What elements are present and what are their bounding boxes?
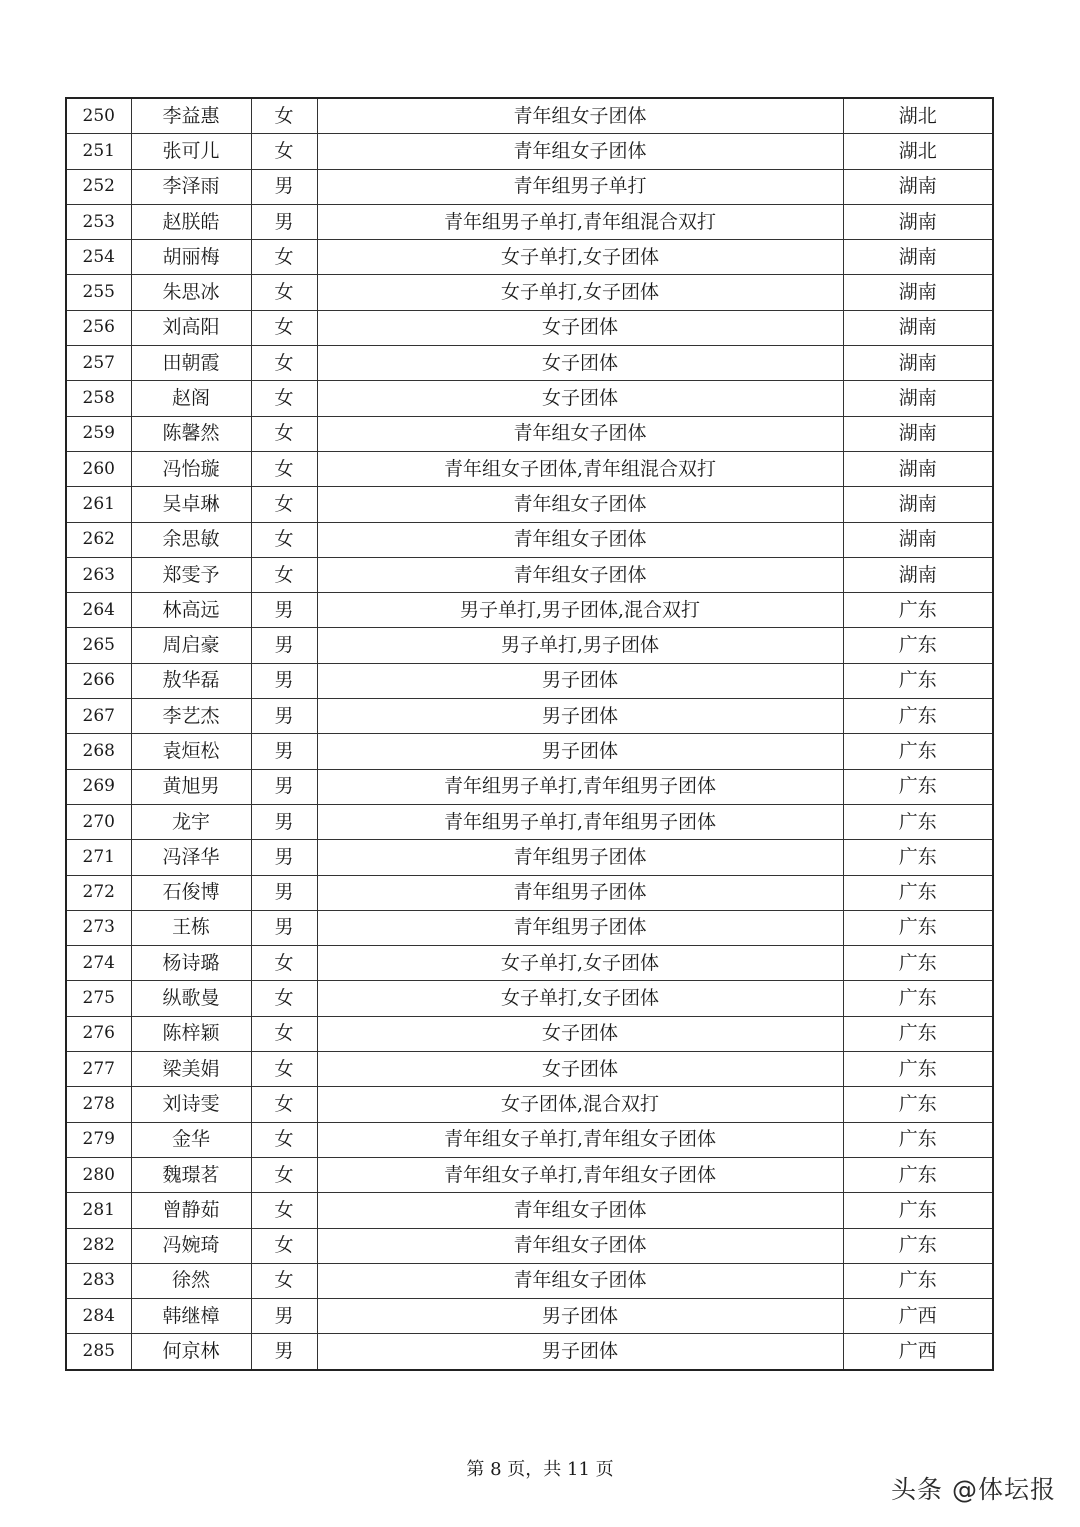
province-cell: 广东 xyxy=(843,910,993,945)
athlete-name-cell: 魏璟茗 xyxy=(131,1157,251,1192)
row-number-cell: 253 xyxy=(66,204,131,239)
row-number-cell: 283 xyxy=(66,1263,131,1298)
gender-cell: 男 xyxy=(251,663,317,698)
athlete-name-cell: 黄旭男 xyxy=(131,769,251,804)
province-cell: 广东 xyxy=(843,1016,993,1051)
province-cell: 广东 xyxy=(843,734,993,769)
athlete-name-cell: 赵朕皓 xyxy=(131,204,251,239)
athlete-name-cell: 冯泽华 xyxy=(131,840,251,875)
gender-cell: 女 xyxy=(251,98,317,134)
athlete-name-cell: 纵歌曼 xyxy=(131,981,251,1016)
province-cell: 湖南 xyxy=(843,204,993,239)
athlete-name-cell: 赵阁 xyxy=(131,381,251,416)
athlete-name-cell: 朱思冰 xyxy=(131,275,251,310)
table-row xyxy=(66,169,993,204)
events-cell: 男子单打,男子团体 xyxy=(317,628,843,663)
gender-cell: 女 xyxy=(251,310,317,345)
table-row xyxy=(66,381,993,416)
province-cell: 广东 xyxy=(843,946,993,981)
row-number-cell: 261 xyxy=(66,487,131,522)
row-number-cell: 251 xyxy=(66,134,131,169)
province-cell: 广西 xyxy=(843,1299,993,1334)
athlete-name-cell: 李益惠 xyxy=(131,98,251,134)
table-row xyxy=(66,946,993,981)
province-cell: 广东 xyxy=(843,1228,993,1263)
events-cell: 青年组男子单打,青年组混合双打 xyxy=(317,204,843,239)
row-number-cell: 281 xyxy=(66,1193,131,1228)
table-row xyxy=(66,734,993,769)
athlete-name-cell: 梁美娟 xyxy=(131,1052,251,1087)
gender-cell: 男 xyxy=(251,169,317,204)
gender-cell: 男 xyxy=(251,1334,317,1370)
events-cell: 女子团体 xyxy=(317,346,843,381)
province-cell: 广东 xyxy=(843,1052,993,1087)
events-cell: 男子团体 xyxy=(317,1299,843,1334)
events-cell: 青年组女子单打,青年组女子团体 xyxy=(317,1157,843,1192)
table-row xyxy=(66,804,993,839)
row-number-cell: 260 xyxy=(66,451,131,486)
gender-cell: 女 xyxy=(251,346,317,381)
events-cell: 青年组女子团体 xyxy=(317,1263,843,1298)
row-number-cell: 259 xyxy=(66,416,131,451)
table-row xyxy=(66,910,993,945)
events-cell: 女子团体 xyxy=(317,310,843,345)
province-cell: 广东 xyxy=(843,1193,993,1228)
province-cell: 湖南 xyxy=(843,522,993,557)
gender-cell: 女 xyxy=(251,1122,317,1157)
province-cell: 湖南 xyxy=(843,346,993,381)
athlete-name-cell: 袁烜松 xyxy=(131,734,251,769)
table-row xyxy=(66,346,993,381)
athlete-name-cell: 吴卓琳 xyxy=(131,487,251,522)
table-row xyxy=(66,204,993,239)
events-cell: 青年组女子团体 xyxy=(317,416,843,451)
events-cell: 青年组女子团体 xyxy=(317,1193,843,1228)
table-row xyxy=(66,134,993,169)
row-number-cell: 267 xyxy=(66,699,131,734)
roster-table-body xyxy=(66,98,993,1370)
row-number-cell: 274 xyxy=(66,946,131,981)
events-cell: 青年组男子团体 xyxy=(317,875,843,910)
row-number-cell: 264 xyxy=(66,593,131,628)
gender-cell: 女 xyxy=(251,1016,317,1051)
gender-cell: 女 xyxy=(251,451,317,486)
gender-cell: 女 xyxy=(251,381,317,416)
events-cell: 青年组男子单打,青年组男子团体 xyxy=(317,769,843,804)
row-number-cell: 284 xyxy=(66,1299,131,1334)
events-cell: 青年组女子团体,青年组混合双打 xyxy=(317,451,843,486)
events-cell: 青年组男子团体 xyxy=(317,910,843,945)
table-row xyxy=(66,699,993,734)
gender-cell: 女 xyxy=(251,487,317,522)
gender-cell: 女 xyxy=(251,275,317,310)
athlete-name-cell: 石俊博 xyxy=(131,875,251,910)
province-cell: 广东 xyxy=(843,769,993,804)
row-number-cell: 254 xyxy=(66,240,131,275)
source-watermark: 头条 @体坛报 xyxy=(891,1475,1056,1504)
table-row xyxy=(66,875,993,910)
province-cell: 广东 xyxy=(843,1087,993,1122)
row-number-cell: 280 xyxy=(66,1157,131,1192)
province-cell: 湖北 xyxy=(843,134,993,169)
gender-cell: 女 xyxy=(251,1228,317,1263)
gender-cell: 男 xyxy=(251,593,317,628)
row-number-cell: 272 xyxy=(66,875,131,910)
row-number-cell: 265 xyxy=(66,628,131,663)
athlete-name-cell: 胡丽梅 xyxy=(131,240,251,275)
province-cell: 广东 xyxy=(843,663,993,698)
events-cell: 女子团体,混合双打 xyxy=(317,1087,843,1122)
gender-cell: 女 xyxy=(251,1193,317,1228)
table-row xyxy=(66,1157,993,1192)
athlete-name-cell: 张可儿 xyxy=(131,134,251,169)
province-cell: 湖南 xyxy=(843,381,993,416)
athlete-name-cell: 李艺杰 xyxy=(131,699,251,734)
athlete-name-cell: 刘高阳 xyxy=(131,310,251,345)
table-row xyxy=(66,1334,993,1370)
events-cell: 青年组女子团体 xyxy=(317,557,843,592)
province-cell: 广东 xyxy=(843,804,993,839)
province-cell: 湖南 xyxy=(843,169,993,204)
row-number-cell: 258 xyxy=(66,381,131,416)
gender-cell: 男 xyxy=(251,910,317,945)
row-number-cell: 256 xyxy=(66,310,131,345)
gender-cell: 男 xyxy=(251,804,317,839)
table-row xyxy=(66,1193,993,1228)
events-cell: 男子单打,男子团体,混合双打 xyxy=(317,593,843,628)
gender-cell: 男 xyxy=(251,1299,317,1334)
events-cell: 青年组女子团体 xyxy=(317,1228,843,1263)
athlete-name-cell: 陈梓颖 xyxy=(131,1016,251,1051)
athlete-name-cell: 田朝霞 xyxy=(131,346,251,381)
events-cell: 女子团体 xyxy=(317,1052,843,1087)
province-cell: 广东 xyxy=(843,628,993,663)
roster-table xyxy=(65,97,994,1371)
province-cell: 湖南 xyxy=(843,416,993,451)
table-row xyxy=(66,1299,993,1334)
athlete-name-cell: 余思敏 xyxy=(131,522,251,557)
table-row xyxy=(66,628,993,663)
province-cell: 广西 xyxy=(843,1334,993,1370)
row-number-cell: 277 xyxy=(66,1052,131,1087)
table-row xyxy=(66,1228,993,1263)
row-number-cell: 263 xyxy=(66,557,131,592)
athlete-name-cell: 龙宇 xyxy=(131,804,251,839)
province-cell: 湖南 xyxy=(843,310,993,345)
gender-cell: 女 xyxy=(251,1263,317,1298)
athlete-name-cell: 刘诗雯 xyxy=(131,1087,251,1122)
province-cell: 湖南 xyxy=(843,451,993,486)
row-number-cell: 257 xyxy=(66,346,131,381)
athlete-name-cell: 何京林 xyxy=(131,1334,251,1370)
gender-cell: 男 xyxy=(251,769,317,804)
table-row xyxy=(66,1263,993,1298)
gender-cell: 男 xyxy=(251,840,317,875)
events-cell: 青年组男子单打 xyxy=(317,169,843,204)
province-cell: 广东 xyxy=(843,875,993,910)
gender-cell: 女 xyxy=(251,557,317,592)
athlete-name-cell: 林高远 xyxy=(131,593,251,628)
table-row xyxy=(66,663,993,698)
gender-cell: 女 xyxy=(251,1052,317,1087)
events-cell: 女子团体 xyxy=(317,1016,843,1051)
gender-cell: 女 xyxy=(251,522,317,557)
row-number-cell: 273 xyxy=(66,910,131,945)
row-number-cell: 271 xyxy=(66,840,131,875)
athlete-name-cell: 冯怡璇 xyxy=(131,451,251,486)
province-cell: 湖南 xyxy=(843,487,993,522)
gender-cell: 女 xyxy=(251,981,317,1016)
events-cell: 男子团体 xyxy=(317,663,843,698)
events-cell: 青年组女子团体 xyxy=(317,522,843,557)
table-row xyxy=(66,1052,993,1087)
province-cell: 广东 xyxy=(843,593,993,628)
gender-cell: 男 xyxy=(251,628,317,663)
row-number-cell: 270 xyxy=(66,804,131,839)
table-row xyxy=(66,522,993,557)
athlete-name-cell: 冯婉琦 xyxy=(131,1228,251,1263)
athlete-name-cell: 徐然 xyxy=(131,1263,251,1298)
events-cell: 男子团体 xyxy=(317,1334,843,1370)
events-cell: 男子团体 xyxy=(317,699,843,734)
gender-cell: 女 xyxy=(251,416,317,451)
gender-cell: 男 xyxy=(251,204,317,239)
gender-cell: 女 xyxy=(251,240,317,275)
row-number-cell: 255 xyxy=(66,275,131,310)
gender-cell: 男 xyxy=(251,734,317,769)
table-row xyxy=(66,593,993,628)
row-number-cell: 276 xyxy=(66,1016,131,1051)
province-cell: 广东 xyxy=(843,1122,993,1157)
table-row xyxy=(66,557,993,592)
table-row xyxy=(66,840,993,875)
province-cell: 广东 xyxy=(843,699,993,734)
table-row xyxy=(66,240,993,275)
province-cell: 广东 xyxy=(843,981,993,1016)
row-number-cell: 262 xyxy=(66,522,131,557)
gender-cell: 男 xyxy=(251,699,317,734)
athlete-name-cell: 杨诗璐 xyxy=(131,946,251,981)
province-cell: 广东 xyxy=(843,1263,993,1298)
row-number-cell: 252 xyxy=(66,169,131,204)
province-cell: 湖南 xyxy=(843,557,993,592)
athlete-name-cell: 王栋 xyxy=(131,910,251,945)
table-row xyxy=(66,98,993,134)
province-cell: 湖南 xyxy=(843,275,993,310)
events-cell: 青年组女子单打,青年组女子团体 xyxy=(317,1122,843,1157)
events-cell: 青年组男子团体 xyxy=(317,840,843,875)
events-cell: 女子单打,女子团体 xyxy=(317,275,843,310)
row-number-cell: 266 xyxy=(66,663,131,698)
events-cell: 女子单打,女子团体 xyxy=(317,240,843,275)
events-cell: 男子团体 xyxy=(317,734,843,769)
athlete-name-cell: 郑雯予 xyxy=(131,557,251,592)
events-cell: 青年组女子团体 xyxy=(317,134,843,169)
table-row xyxy=(66,487,993,522)
page-number-footer: 第 8 页，共 11 页 xyxy=(466,1459,614,1480)
athlete-name-cell: 周启豪 xyxy=(131,628,251,663)
row-number-cell: 282 xyxy=(66,1228,131,1263)
table-row xyxy=(66,275,993,310)
province-cell: 湖南 xyxy=(843,240,993,275)
athlete-name-cell: 曾静茹 xyxy=(131,1193,251,1228)
athlete-name-cell: 李泽雨 xyxy=(131,169,251,204)
table-row xyxy=(66,1122,993,1157)
athlete-name-cell: 金华 xyxy=(131,1122,251,1157)
athlete-name-cell: 敖华磊 xyxy=(131,663,251,698)
table-row xyxy=(66,451,993,486)
table-row xyxy=(66,416,993,451)
gender-cell: 女 xyxy=(251,1087,317,1122)
table-row xyxy=(66,769,993,804)
gender-cell: 男 xyxy=(251,875,317,910)
table-row xyxy=(66,1016,993,1051)
province-cell: 广东 xyxy=(843,1157,993,1192)
events-cell: 女子单打,女子团体 xyxy=(317,946,843,981)
events-cell: 青年组女子团体 xyxy=(317,98,843,134)
athlete-name-cell: 韩继樟 xyxy=(131,1299,251,1334)
gender-cell: 女 xyxy=(251,1157,317,1192)
province-cell: 广东 xyxy=(843,840,993,875)
province-cell: 湖北 xyxy=(843,98,993,134)
athlete-name-cell: 陈馨然 xyxy=(131,416,251,451)
gender-cell: 女 xyxy=(251,946,317,981)
events-cell: 女子单打,女子团体 xyxy=(317,981,843,1016)
gender-cell: 女 xyxy=(251,134,317,169)
row-number-cell: 268 xyxy=(66,734,131,769)
table-row xyxy=(66,1087,993,1122)
events-cell: 青年组女子团体 xyxy=(317,487,843,522)
row-number-cell: 285 xyxy=(66,1334,131,1370)
row-number-cell: 269 xyxy=(66,769,131,804)
row-number-cell: 278 xyxy=(66,1087,131,1122)
row-number-cell: 279 xyxy=(66,1122,131,1157)
events-cell: 女子团体 xyxy=(317,381,843,416)
row-number-cell: 275 xyxy=(66,981,131,1016)
table-row xyxy=(66,981,993,1016)
events-cell: 青年组男子单打,青年组男子团体 xyxy=(317,804,843,839)
row-number-cell: 250 xyxy=(66,98,131,134)
table-row xyxy=(66,310,993,345)
